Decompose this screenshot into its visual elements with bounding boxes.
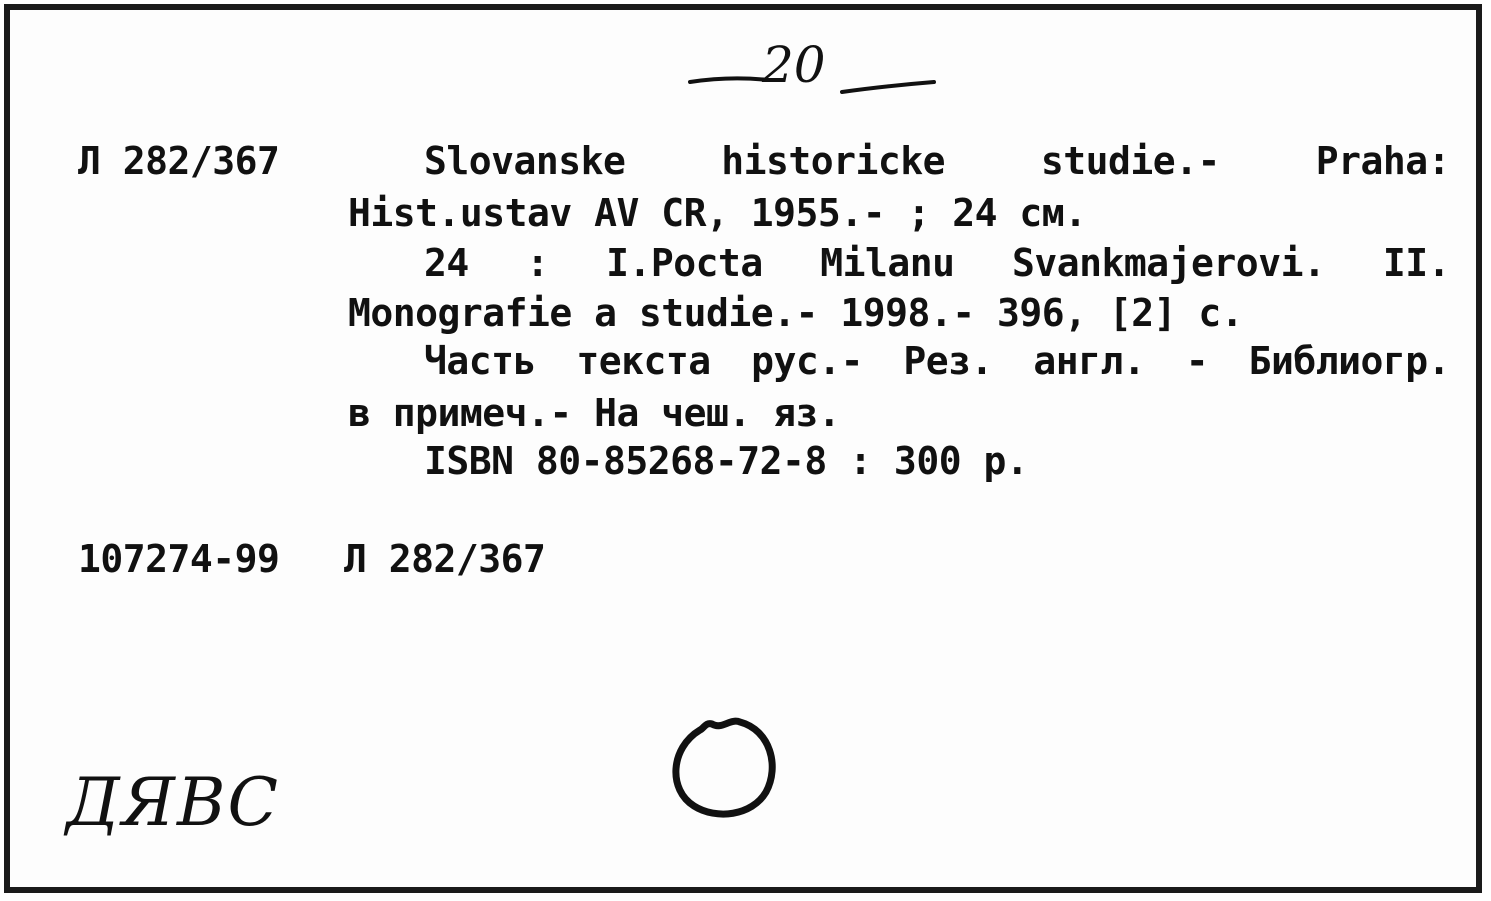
title-word: studie.- xyxy=(1040,139,1220,183)
shelfmark: Л 282/367 xyxy=(78,139,280,183)
imprint-line: Hist.ustav AV CR, 1955.- ; 24 см. xyxy=(348,191,1087,235)
notes-word: текста xyxy=(576,339,711,383)
title-word: historicke xyxy=(721,139,946,183)
volume-line xyxy=(424,241,1450,285)
notes-word: Библиогр. xyxy=(1248,339,1450,383)
volume-word: II. xyxy=(1382,241,1450,285)
notes-word: - xyxy=(1185,339,1209,383)
page-number: 20 xyxy=(762,36,826,94)
notes-word: Рез. xyxy=(903,339,993,383)
volume-word: : xyxy=(526,241,549,285)
notes-line xyxy=(424,339,1450,383)
volume-word: Milanu xyxy=(820,241,955,285)
notes-word: Часть xyxy=(424,339,536,383)
handwritten-code: ДЯВС xyxy=(66,764,280,841)
title-word: Praha: xyxy=(1315,139,1450,183)
volume-word: 24 xyxy=(424,241,469,285)
shelfmark-bottom: Л 282/367 xyxy=(344,537,546,581)
isbn-line: ISBN 80-85268-72-8 : 300 р. xyxy=(424,439,1029,483)
accession-number: 107274-99 xyxy=(78,537,280,581)
volume-word: I.Pocta xyxy=(606,241,763,285)
volume-continuation: Monografie a studie.- 1998.- 396, [2] с. xyxy=(348,291,1244,335)
volume-word: Svankmajerovi. xyxy=(1012,241,1326,285)
notes-continuation: в примеч.- На чеш. яз. xyxy=(348,391,841,435)
title-word: Slovanske xyxy=(424,139,626,183)
title-line xyxy=(424,139,1450,183)
notes-word: англ. xyxy=(1033,339,1146,383)
notes-word: рус.- xyxy=(751,339,863,383)
